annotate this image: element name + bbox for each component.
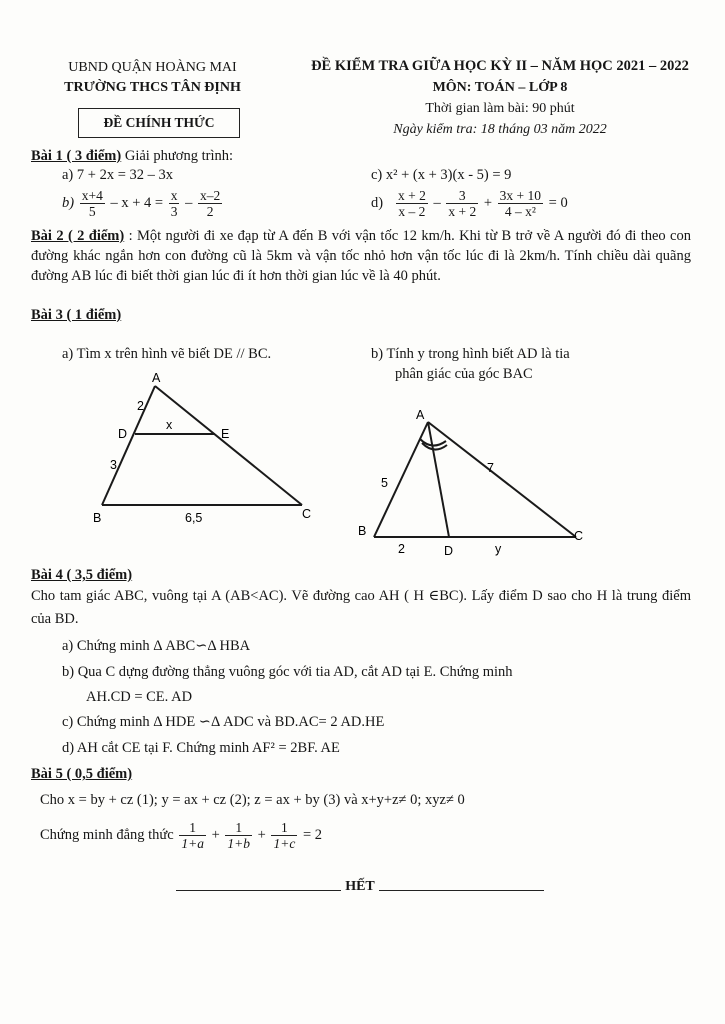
frac-num: x bbox=[170, 188, 178, 203]
label-db-length: 3 bbox=[110, 458, 117, 472]
header-right bbox=[280, 56, 720, 140]
bai1-d-end: = 0 bbox=[548, 194, 568, 211]
side-ac bbox=[155, 386, 302, 505]
bai1-d-op2: + bbox=[483, 194, 493, 211]
bai1-b-minus: – bbox=[185, 194, 193, 211]
bai4-a: a) Chứng minh Δ ABC∽Δ HBA bbox=[62, 638, 251, 654]
exam-time: Thời gian làm bài: 90 phút bbox=[425, 101, 575, 116]
frac-num: x–2 bbox=[199, 188, 221, 203]
bai5-heading bbox=[31, 764, 132, 784]
frac-den: 3 bbox=[170, 204, 178, 219]
bai5-prove bbox=[40, 820, 322, 851]
bai5-end: = 2 bbox=[302, 826, 323, 843]
frac-den: 4 – x² bbox=[504, 204, 536, 219]
label-bd-length: 2 bbox=[398, 542, 405, 556]
label-a: A bbox=[152, 371, 161, 385]
label-c: C bbox=[302, 507, 312, 521]
bai4-d: d) AH cắt CE tại F. Chứng minh AF² = 2BF. AE bbox=[62, 740, 340, 756]
frac-num: x + 2 bbox=[397, 188, 426, 203]
bai5-given: Cho x = by + cz (1); y = ax + cz (2); z = ax + by (3) và x+y+z≠ 0; xyz≠ 0 bbox=[40, 792, 465, 808]
frac-num: x+4 bbox=[81, 188, 103, 203]
bai4-heading bbox=[31, 565, 132, 585]
district-name: UBND QUẬN HOÀNG MAI bbox=[68, 60, 237, 75]
bai3-heading bbox=[31, 305, 121, 325]
frac-den: 1+b bbox=[227, 836, 251, 851]
bai2-paragraph bbox=[31, 226, 691, 286]
end-marker bbox=[160, 879, 560, 895]
label-a: A bbox=[416, 408, 425, 422]
end-text: HẾT bbox=[345, 879, 375, 894]
bai1-b-frac1 bbox=[80, 188, 105, 219]
label-b: B bbox=[358, 524, 367, 538]
label-ac-length: 7 bbox=[487, 461, 494, 475]
bai4-text: Cho tam giác ABC, vuông tại A (AB<AC). Vẽ đường cao AH ( H ∈BC). Lấy điểm D sao cho H là trung điểm của BD. bbox=[31, 588, 691, 627]
bai4-c: c) Chứng minh Δ HDE ∽Δ ADC và BD.AC= 2 AD.HE bbox=[62, 714, 385, 730]
bai1-intro: Giải phương trình: bbox=[121, 148, 233, 164]
label-dc-length: y bbox=[495, 542, 502, 556]
bai1-d-label: d) bbox=[371, 194, 384, 211]
side-ab bbox=[102, 386, 155, 505]
frac-num: 3 bbox=[446, 188, 478, 204]
bai5-prove-label: Chứng minh đẳng thức bbox=[40, 826, 174, 843]
bai3-b1: b) Tính y trong hình biết AD là tia bbox=[371, 346, 570, 362]
bai1-b-frac2 bbox=[169, 188, 180, 219]
bai5-frac2 bbox=[225, 820, 252, 851]
bai4-heading-text: Bài 4 ( 3,5 điểm) bbox=[31, 567, 133, 583]
exam-date: Ngày kiểm tra: 18 tháng 03 năm 2022 bbox=[393, 122, 607, 137]
end-rule-left bbox=[176, 890, 341, 891]
exam-subject: MÔN: TOÁN – LỚP 8 bbox=[432, 80, 568, 95]
label-e: E bbox=[221, 427, 230, 441]
official-badge: ĐỀ CHÍNH THỨC bbox=[78, 108, 240, 138]
exam-title: ĐỀ KIỂM TRA GIỮA HỌC KỲ II – NĂM HỌC 2021 – 2022 bbox=[311, 58, 689, 74]
frac-den: 2 bbox=[206, 204, 214, 219]
label-d: D bbox=[118, 427, 128, 441]
bai3-heading-text: Bài 3 ( 1 điểm) bbox=[31, 307, 122, 323]
bai4-b1: b) Qua C dựng đường thẳng vuông góc với tia AD, cắt AD tại E. Chứng minh bbox=[62, 664, 513, 680]
frac-num: 1 bbox=[179, 820, 206, 836]
school-name: TRƯỜNG THCS TÂN ĐỊNH bbox=[64, 80, 241, 95]
bai3-a: a) Tìm x trên hình vẽ biết DE // BC. bbox=[62, 346, 272, 362]
label-bc-length: 6,5 bbox=[185, 511, 203, 525]
side-ac bbox=[428, 422, 576, 537]
label-ab-length: 5 bbox=[381, 476, 388, 490]
label-c: C bbox=[574, 529, 584, 543]
plus-sign: + bbox=[211, 826, 220, 843]
frac-num: 3x + 10 bbox=[499, 188, 542, 203]
bisector-ad bbox=[428, 422, 449, 537]
bai1-heading-line bbox=[31, 146, 233, 166]
bai1-a: a) 7 + 2x = 32 – 3x bbox=[62, 167, 173, 183]
frac-num: 1 bbox=[271, 820, 297, 836]
bai1-d bbox=[371, 188, 568, 219]
bai1-b-frac3 bbox=[198, 188, 222, 219]
frac-den: x – 2 bbox=[398, 204, 426, 219]
bai5-heading-text: Bài 5 ( 0,5 điểm) bbox=[31, 766, 133, 782]
bai1-d-frac1 bbox=[396, 188, 428, 219]
bai4-b2: AH.CD = CE. AD bbox=[86, 689, 193, 705]
bai3-b2: phân giác của góc BAC bbox=[395, 366, 533, 382]
bai1-heading: Bài 1 ( 3 điểm) bbox=[31, 148, 122, 164]
bai1-b bbox=[62, 188, 224, 219]
bai2-heading: Bài 2 ( 2 điểm) bbox=[31, 228, 125, 244]
end-rule-right bbox=[379, 890, 544, 891]
figure-triangle-de-bc bbox=[90, 370, 330, 530]
bai1-d-frac3 bbox=[498, 188, 543, 219]
label-ad-length: 2 bbox=[137, 399, 144, 413]
frac-den: 1+a bbox=[181, 836, 204, 851]
bai5-frac3 bbox=[271, 820, 297, 851]
plus-sign: + bbox=[257, 826, 266, 843]
frac-den: 1+c bbox=[273, 836, 296, 851]
bai1-d-frac2 bbox=[446, 188, 478, 219]
bai1-b-mid: – x + 4 = bbox=[110, 194, 164, 211]
label-de-length: x bbox=[166, 418, 173, 432]
frac-den: 5 bbox=[88, 204, 96, 219]
bai1-b-label: b) bbox=[62, 194, 75, 211]
label-d: D bbox=[444, 544, 454, 558]
bai5-frac1 bbox=[179, 820, 206, 851]
frac-den: x + 2 bbox=[448, 204, 477, 219]
header-left bbox=[30, 58, 275, 98]
bai1-c: c) x² + (x + 3)(x - 5) = 9 bbox=[371, 167, 512, 183]
label-b: B bbox=[93, 511, 102, 525]
bai2-text: : Một người đi xe đạp từ A đến B với vận tốc 12 km/h. Khi từ B trở về A người đó đi theo con đường khác ngắn hơn con đường cũ là 5km và vận tốc nhỏ hơn vận tốc lúc đi là 2km/h. Tính chiều dài quãng đường AB lúc đi biết thời gian lúc đi ít hơn thời gian lúc về là 40 phút. bbox=[31, 228, 691, 284]
bai1-d-op1: – bbox=[433, 194, 441, 211]
figure-bisector bbox=[350, 405, 600, 560]
frac-num: 1 bbox=[225, 820, 252, 836]
